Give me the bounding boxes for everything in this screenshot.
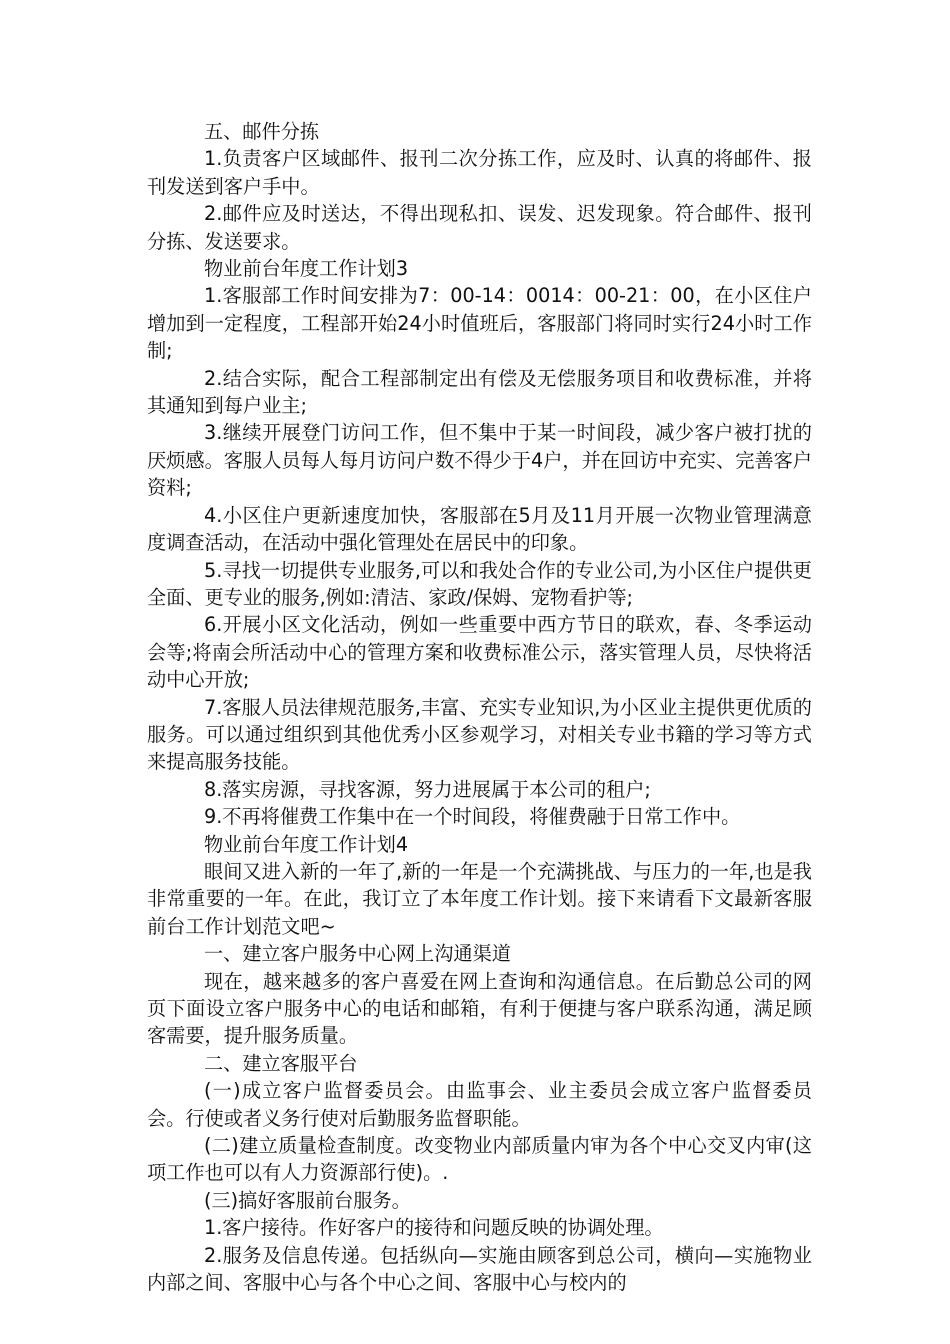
section-heading: 物业前台年度工作计划3 [204,257,409,281]
paragraph: 眼间又进入新的一年了,新的一年是一个充满挑战、与压力的一年,也是我非常重要的一年。在此，我订立了本年度工作计划。接下来请看下文最新客服前台工作计划范文吧~ [147,859,812,938]
paragraph: 8.落实房源，寻找客源，努力进展属于本公司的租户; [204,777,651,801]
paragraph: 6.开展小区文化活动，例如一些重要中西方节日的联欢，春、冬季运动会等;将南会所活动中心的管理方案和收费标准公示，落实管理人员，尽快将活动中心开放; [147,613,812,692]
paragraph: 9.不再将催费工作集中在一个时间段，将催费融于日常工作中。 [204,805,741,829]
section-heading: 一、建立客户服务中心网上沟通渠道 [204,942,511,966]
document-body [147,118,812,1296]
section-heading: 物业前台年度工作计划4 [204,832,409,856]
paragraph: (二)建立质量检查制度。改变物业内部质量内审为各个中心交叉内审(这项工作也可以有人力资源部行使)。. [147,1134,812,1185]
paragraph: 7.客服人员法律规范服务,丰富、充实专业知识,为小区业主提供更优质的服务。可以通过组织到其他优秀小区参观学习，对相关专业书籍的学习等方式来提高服务技能。 [147,695,812,774]
section-heading: 五、邮件分拣 [204,120,320,143]
paragraph: (一)成立客户监督委员会。由监事会、业主委员会成立客户监督委员会。行使或者义务行使对后勤服务监督职能。 [147,1079,812,1130]
paragraph: 1.负责客户区域邮件、报刊二次分拣工作，应及时、认真的将邮件、报刊发送到客户手中。 [147,147,812,198]
paragraph: 4.小区住户更新速度加快，客服部在5月及11月开展一次物业管理满意度调查活动，在活动中强化管理处在居民中的印象。 [147,503,812,555]
paragraph: 2.服务及信息传递。包括纵向—实施由顾客到总公司，横向—实施物业内部之间、客服中心与各个中心之间、客服中心与校内的 [147,1243,812,1295]
paragraph: 2.结合实际，配合工程部制定出有偿及无偿服务项目和收费标准，并将其通知到每户业主; [147,366,812,418]
paragraph: 1.客服部工作时间安排为7：00-14：0014：00-21：00，在小区住户增加到一定程度，工程部开始24小时值班后，客服部门将同时实行24小时工作制; [147,284,812,363]
section-heading: 二、建立客服平台 [204,1051,358,1075]
paragraph: 1.客户接待。作好客户的接待和问题反映的协调处理。 [204,1216,664,1240]
paragraph: 现在，越来越多的客户喜爱在网上查询和沟通信息。在后勤总公司的网页下面设立客户服务中心的电话和邮箱，有利于便捷与客户联系沟通，满足顾客需要，提升服务质量。 [147,969,812,1048]
paragraph: 5.寻找一切提供专业服务,可以和我处合作的专业公司,为小区住户提供更全面、更专业的服务,例如:清洁、家政/保姆、宠物看护等; [147,558,812,609]
paragraph: 2.邮件应及时送达，不得出现私扣、误发、迟发现象。符合邮件、报刊分拣、发送要求。 [147,202,812,253]
paragraph: 3.继续开展登门访问工作，但不集中于某一时间段，减少客户被打扰的厌烦感。客服人员每人每月访问户数不得少于4户，并在回访中充实、完善客户资料; [147,421,812,500]
paragraph: (三)搞好客服前台服务。 [204,1188,411,1212]
